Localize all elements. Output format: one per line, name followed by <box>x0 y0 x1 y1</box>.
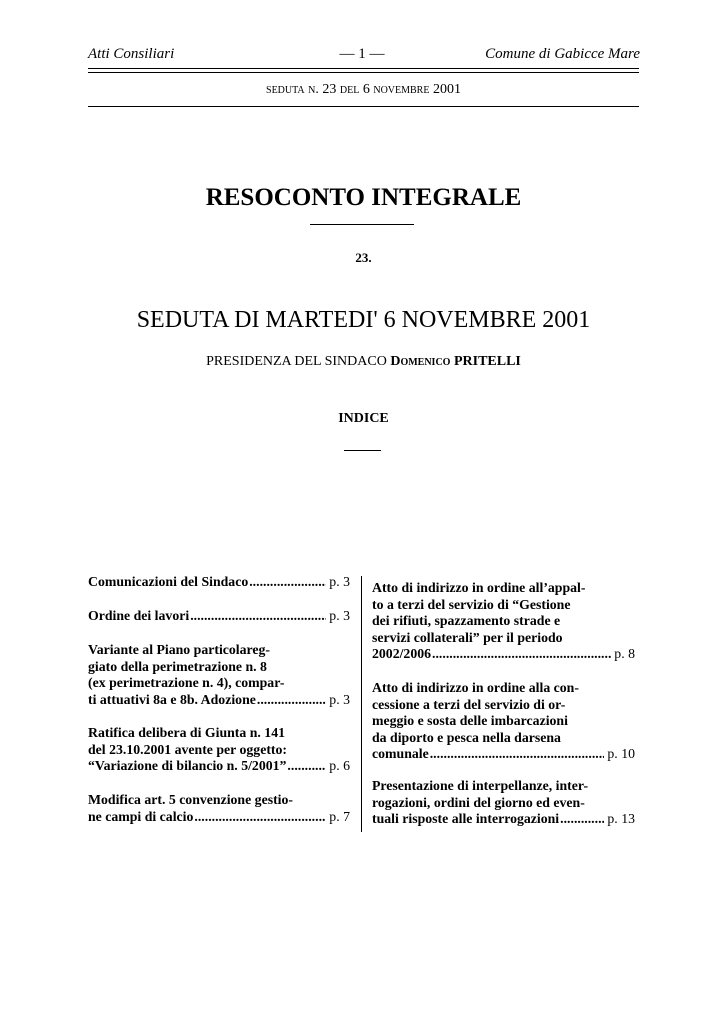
index-entry-text: da diporto e pesca nella darsena <box>372 729 561 745</box>
index-entry-page: p. 7 <box>329 808 350 824</box>
seduta-number: 23 <box>322 82 337 97</box>
dot-leader <box>257 692 326 709</box>
dot-leader <box>560 811 604 828</box>
index-entry-text: del 23.10.2001 avente per oggetto: <box>88 741 287 757</box>
index-entry-page: p. 13 <box>607 811 635 827</box>
index-entry-page: p. 3 <box>329 574 350 589</box>
index-entry-text: Ordine dei lavori <box>88 608 190 623</box>
column-divider <box>361 576 362 832</box>
index-entry-page: p. 10 <box>607 746 635 762</box>
dot-leader <box>432 646 611 663</box>
index-entry <box>88 792 350 825</box>
header-rule-bottom <box>88 72 639 73</box>
index-underline <box>344 450 381 451</box>
index-entry <box>372 580 635 663</box>
index-entry <box>88 574 350 591</box>
index-entry-text: ti attuativi 8a e 8b. Adozione <box>88 691 256 707</box>
index-entry <box>372 680 635 763</box>
index-entry-text: “Variazione di bilancio n. 5/2001” <box>88 758 287 774</box>
index-entry-text: tuali risposte alle interrogazioni <box>372 811 560 827</box>
dot-leader <box>287 758 326 775</box>
header-left: Atti Consiliari <box>88 46 175 62</box>
session-title: SEDUTA DI MARTEDI' 6 NOVEMBRE 2001 <box>136 307 591 333</box>
index-entry-text: Atto di indirizzo in ordine all’appal- <box>372 580 586 595</box>
index-entry-page: p. 3 <box>329 691 350 707</box>
header-right: Comune di Gabicce Mare <box>485 46 640 62</box>
seduta-year: 2001 <box>432 82 461 97</box>
index-entry-page: p. 8 <box>614 646 635 662</box>
index-heading: INDICE <box>338 411 389 426</box>
title-underline <box>310 224 414 225</box>
dot-leader <box>430 746 605 763</box>
president-last-name: PRITELLI <box>453 354 521 369</box>
index-entry-text: comunale <box>372 746 429 762</box>
index-entry-text: Ratifica delibera di Giunta n. 141 <box>88 725 285 740</box>
header-rule-top <box>88 68 639 69</box>
index-entry-page: p. 6 <box>329 758 350 774</box>
index-entry-text: ne campi di calcio <box>88 808 194 824</box>
index-entry-text: servizi collaterali” per il periodo <box>372 629 563 645</box>
index-entry-text: to a terzi del servizio di “Gestione <box>372 596 571 612</box>
subheader-rule <box>88 106 639 107</box>
document-title: RESOCONTO INTEGRALE <box>205 184 522 211</box>
index-entry-text: cessione a terzi del servizio di or- <box>372 696 566 712</box>
session-subheader <box>88 82 639 98</box>
index-entry-text: Atto di indirizzo in ordine alla con- <box>372 680 579 695</box>
seduta-month: novembre <box>373 82 430 97</box>
index-entry-text: (ex perimetrazione n. 4), compar- <box>88 675 285 691</box>
index-entry-text: Variante al Piano particolareg- <box>88 642 271 657</box>
index-entry-text: giato della perimetrazione n. 8 <box>88 658 267 674</box>
index-entry-page: p. 3 <box>329 608 350 623</box>
seduta-label: seduta n. <box>266 82 319 97</box>
index-entry-text: Presentazione di interpellanze, inter- <box>372 778 589 793</box>
seduta-day: 6 <box>362 82 370 97</box>
session-number: 23. <box>355 250 372 265</box>
index-entry-text: rogazioni, ordini del giorno ed even- <box>372 794 585 810</box>
index-entry <box>372 778 635 828</box>
index-entry-text: Modifica art. 5 convenzione gestio- <box>88 792 293 807</box>
index-entry-text: Comunicazioni del Sindaco <box>88 574 249 589</box>
presidency-line <box>88 354 639 370</box>
seduta-del: del <box>339 82 360 97</box>
president-first-name: Domenico <box>390 354 451 369</box>
dot-leader <box>249 574 326 591</box>
index-entry-text: meggio e sosta delle imbarcazioni <box>372 713 568 729</box>
index-entry <box>88 642 350 708</box>
dot-leader <box>190 608 326 625</box>
page-number: — 1 — <box>339 46 385 62</box>
index-entry <box>88 725 350 775</box>
index-entry <box>88 608 350 625</box>
index-entry-text: dei rifiuti, spazzamento strade e <box>372 613 561 629</box>
index-entry-text: 2002/2006 <box>372 646 432 662</box>
dot-leader <box>194 809 326 826</box>
presidency-prefix: PRESIDENZA DEL SINDACO <box>206 354 387 369</box>
